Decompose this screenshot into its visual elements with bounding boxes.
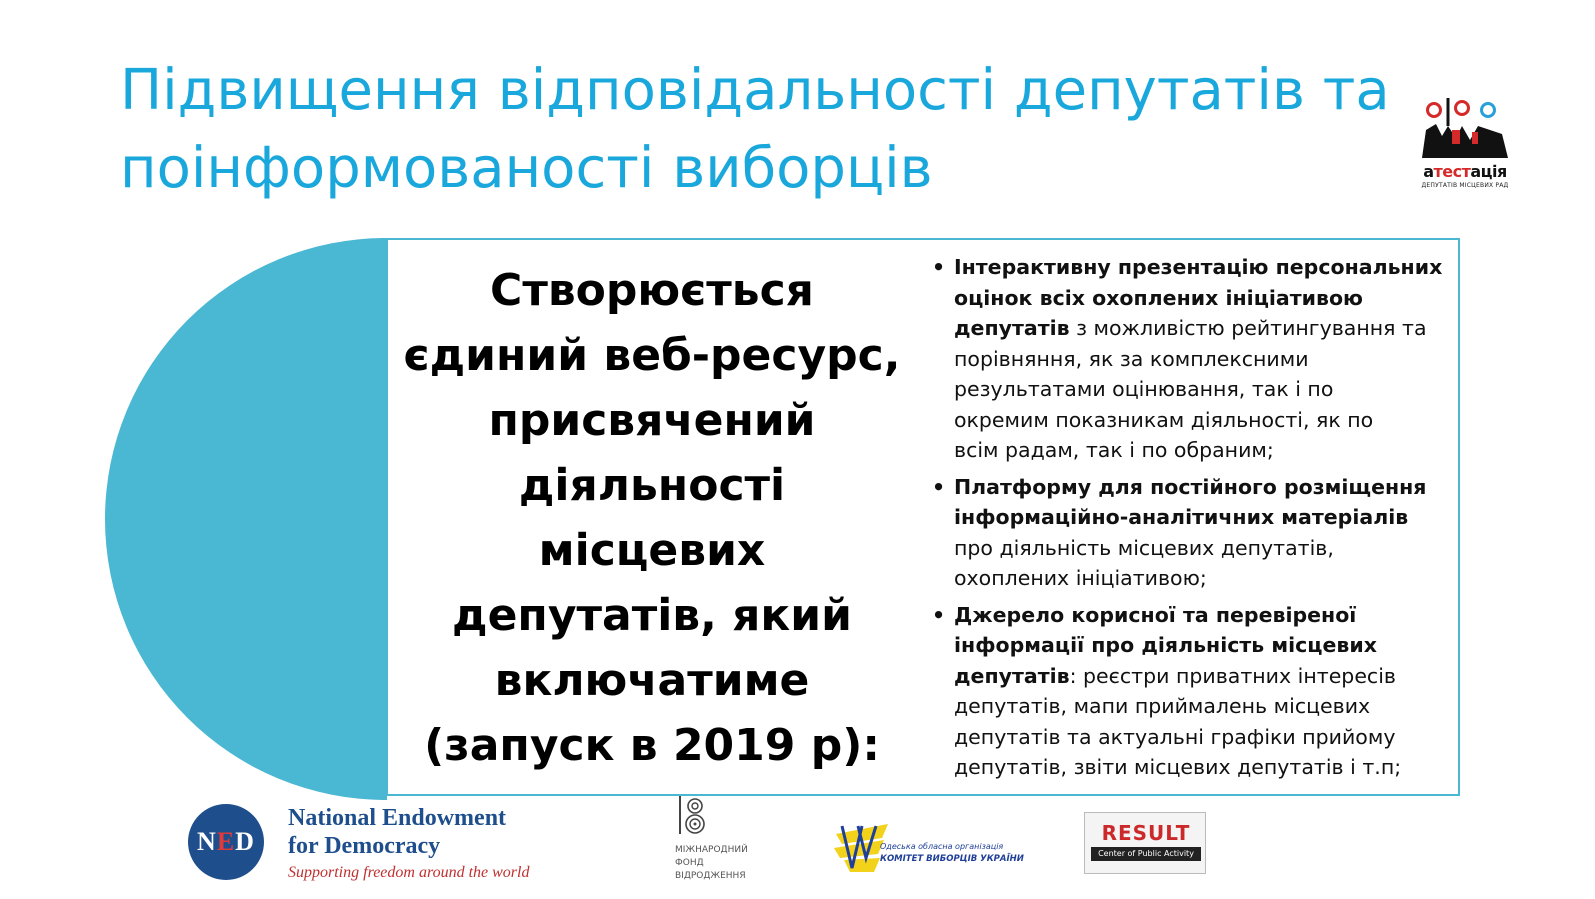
bullet-line [954, 405, 1457, 436]
bullet-line [954, 661, 1457, 692]
bullet-text: результатами оцінювання, так і по [954, 377, 1334, 401]
bullet-item [932, 600, 1457, 783]
bullet-bold-text: Інтерактивну презентацію персональних [954, 255, 1443, 279]
bullet-dot-icon: • [932, 474, 946, 499]
bullet-text: депутатів, звіти місцевих депутатів і т.п; [954, 755, 1402, 779]
headline-line: включатиме [494, 655, 810, 706]
bullet-line [954, 533, 1457, 564]
headline-line: депутатів, який [452, 590, 852, 641]
bullet-text: депутатів, мапи приймалень місцевих [954, 694, 1371, 718]
bullet-line [954, 374, 1457, 405]
attestation-brand: атестація [1423, 162, 1507, 181]
decorative-half-circle [105, 238, 387, 800]
slide-title-line-2: поінформованості виборців [120, 136, 933, 201]
bullet-line [954, 435, 1457, 466]
bullet-text: про діяльність місцевих депутатів, [954, 535, 1334, 560]
headline-line: діяльності [518, 460, 786, 511]
ned-logo [188, 804, 533, 884]
bullet-line [954, 600, 1457, 631]
headline-line: місцевих [538, 525, 766, 576]
ned-tagline: Supporting freedom around the world [288, 864, 530, 881]
bullet-item [932, 252, 1457, 466]
bullet-bold-text: депутатів [954, 663, 1070, 688]
cvu-line-1: Одеська обласна організація [880, 842, 1004, 851]
bullet-line [954, 691, 1457, 722]
bullet-text: з можливістю рейтингування та [1069, 316, 1427, 340]
bullet-text: окремим показникам діяльності, як по [954, 407, 1374, 432]
headline-line: присвячений [488, 395, 816, 446]
attestation-subtitle: ДЕПУТАТІВ МІСЦЕВИХ РАД [1421, 182, 1509, 189]
ned-wordmark [288, 804, 529, 886]
ned-line-1: National Endowment [288, 805, 507, 831]
headline-line: єдиний веб-ресурс, [403, 330, 901, 381]
bullet-bold-text: інформаційно-аналітичних матеріалів [954, 505, 1409, 529]
bullet-bold-text: Платформу для постійного розміщення [954, 474, 1427, 499]
bullet-line [954, 502, 1457, 533]
bullet-text: : реєстри приватних інтересів [1069, 663, 1396, 688]
bullet-dot-icon: • [932, 255, 946, 279]
irf-logo [675, 794, 775, 884]
bullet-text: охоплених ініціативою; [954, 566, 1207, 590]
result-logo [1084, 812, 1206, 874]
ned-mark: NED [188, 804, 264, 880]
irf-wordmark: МІЖНАРОДНИЙ ФОНД ВІДРОДЖЕННЯ [675, 845, 748, 881]
attestation-figures-icon [1412, 96, 1518, 162]
bullet-line [954, 283, 1457, 314]
bullet-line [954, 313, 1457, 344]
bullet-list [932, 252, 1457, 789]
bullet-line [954, 252, 1457, 283]
bullet-line [954, 722, 1457, 753]
result-wordmark: RESULT [1101, 821, 1191, 845]
bullet-bold-text: Джерело корисної та перевіреної [954, 602, 1357, 627]
bullet-bold-text: оцінок всіх охоплених ініціативою [954, 285, 1363, 310]
bullet-line [954, 344, 1457, 375]
bullet-line [954, 563, 1457, 594]
bullet-item [932, 472, 1457, 594]
bullet-text: всім радам, так і по обраним; [954, 438, 1274, 462]
irf-mark-icon [675, 794, 715, 838]
headline-line: Створюється [490, 265, 814, 316]
bullet-line [954, 630, 1457, 661]
ned-line-2: for Democracy [288, 833, 441, 859]
cvu-line-2: КОМІТЕТ ВИБОРЦІВ УКРАЇНИ [880, 854, 1024, 864]
headline-line: (запуск в 2019 р): [424, 720, 880, 771]
attestation-logo [1412, 96, 1518, 192]
bullet-dot-icon: • [932, 602, 946, 627]
bullet-text: порівняння, як за комплексними [954, 346, 1309, 371]
bullet-line [954, 752, 1457, 783]
bullet-line [954, 472, 1457, 503]
slide-title-line-1: Підвищення відповідальності депутатів та [120, 58, 1390, 123]
bullet-bold-text: депутатів [954, 316, 1070, 340]
result-subtitle: Center of Public Activity [1091, 847, 1201, 861]
cvu-logo [832, 818, 1024, 878]
slide-title [120, 52, 1400, 208]
headline [396, 258, 908, 778]
bullet-text: депутатів та актуальні графіки прийому [954, 724, 1396, 749]
bullet-bold-text: інформації про діяльність місцевих [954, 633, 1377, 657]
